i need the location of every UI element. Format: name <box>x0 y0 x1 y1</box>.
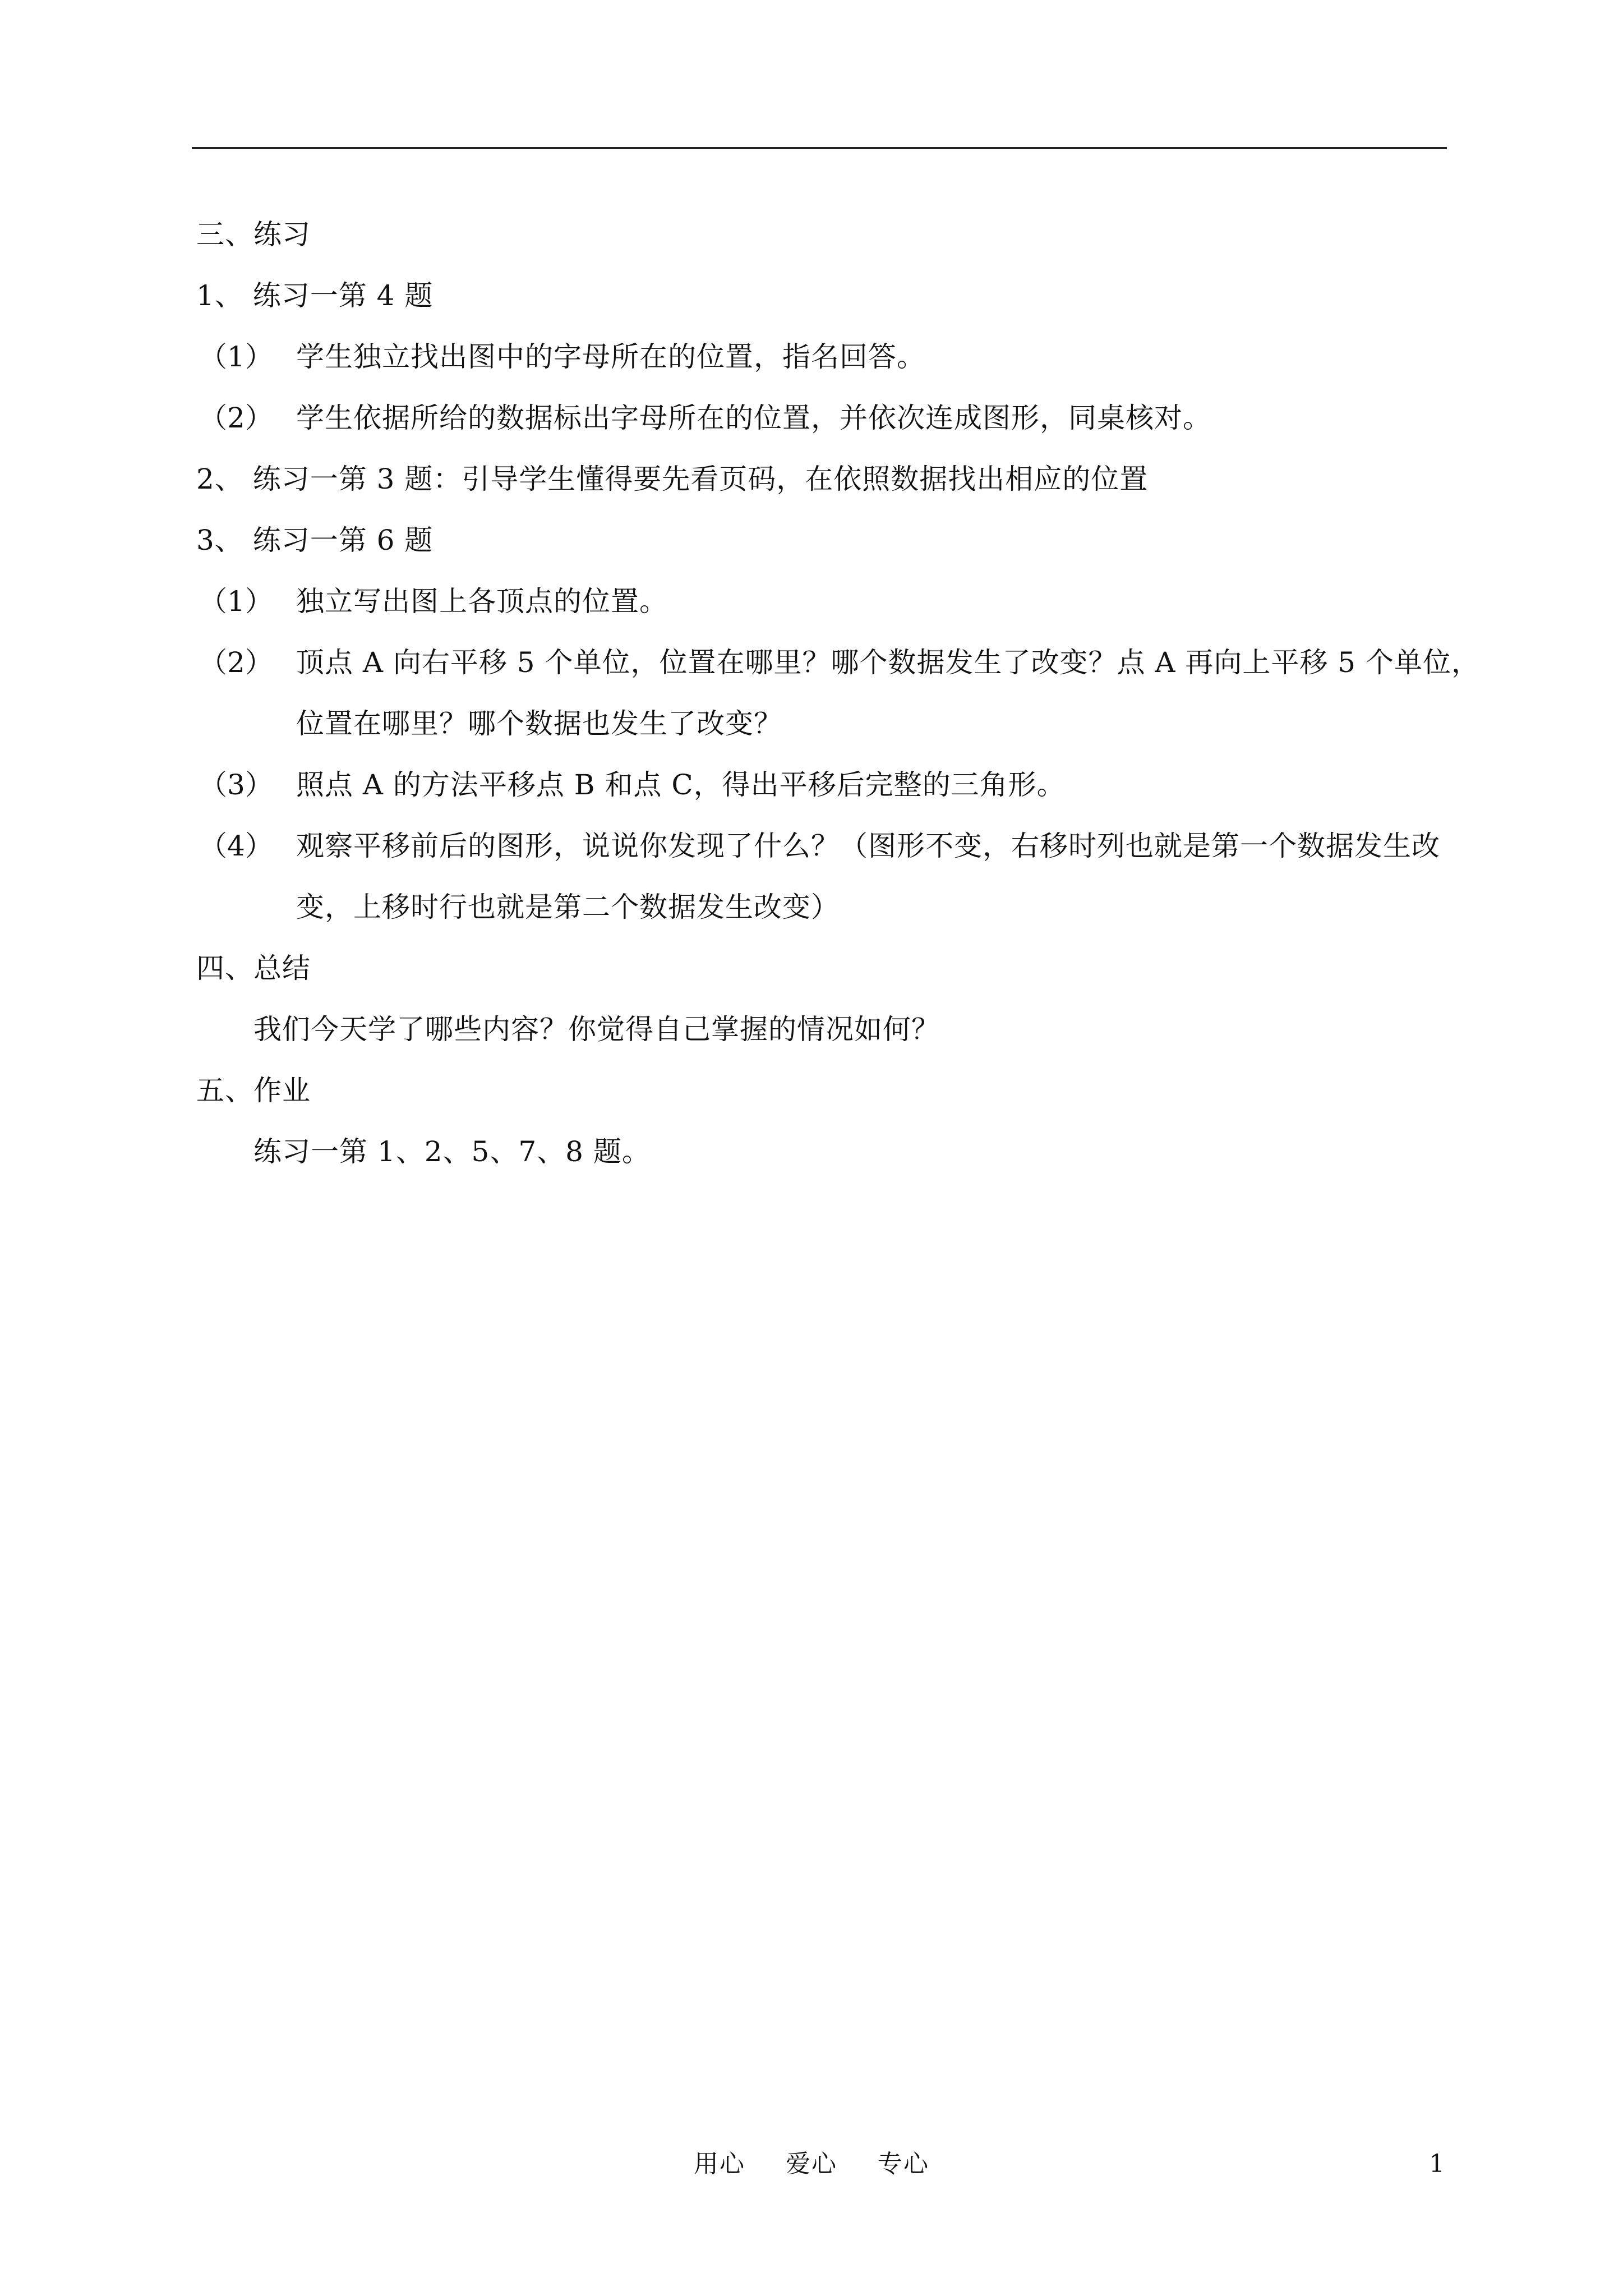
practice-heading: 三、练习 <box>196 218 311 251</box>
practice-item-1-sub-1-number: （1） <box>199 341 273 373</box>
practice-item-3-sub-4-text-continued: 变，上移时行也就是第二个数据发生改变） <box>296 891 840 923</box>
practice-item-2-title: 2、 练习一第 3 题：引导学生懂得要先看页码，在依照数据找出相应的位置 <box>196 463 1149 495</box>
practice-item-1-sub-2-number: （2） <box>199 402 273 434</box>
practice-item-1-title: 1、 练习一第 4 题 <box>196 279 434 312</box>
practice-item-1-sub-2-text: 学生依据所给的数据标出字母所在的位置，并依次连成图形，同桌核对。 <box>296 402 1211 434</box>
practice-item-3-sub-2-text-continued: 位置在哪里？哪个数据也发生了改变？ <box>296 707 782 740</box>
practice-item-3-sub-1-number: （1） <box>199 585 273 618</box>
header-rule <box>192 147 1447 149</box>
practice-item-3-title: 3、 练习一第 6 题 <box>196 524 434 556</box>
practice-item-3-sub-3-number: （3） <box>199 769 273 801</box>
homework-text: 练习一第 1、2、5、7、8 题。 <box>253 1135 651 1168</box>
practice-item-3-sub-3-text: 照点 A 的方法平移点 B 和点 C，得出平移后完整的三角形。 <box>296 769 1066 801</box>
homework-heading: 五、作业 <box>196 1074 311 1107</box>
practice-item-3-sub-2-text: 顶点 A 向右平移 5 个单位，位置在哪里？哪个数据发生了改变？点 A 再向上平移 5 个单位， <box>296 646 1480 679</box>
practice-item-3-sub-4-text: 观察平移前后的图形，说说你发现了什么？（图形不变，右移时列也就是第一个数据发生改 <box>296 830 1440 862</box>
footer-slogans <box>0 2148 1623 2180</box>
footer-slogan-1: 用心 <box>694 2150 745 2178</box>
summary-heading: 四、总结 <box>196 952 311 984</box>
summary-text: 我们今天学了哪些内容？你觉得自己掌握的情况如何？ <box>253 1013 940 1046</box>
footer-slogan-3: 专心 <box>878 2150 929 2178</box>
footer-slogan-2: 爱心 <box>786 2150 837 2178</box>
practice-item-1-sub-1-text: 学生独立找出图中的字母所在的位置，指名回答。 <box>296 341 925 373</box>
practice-item-3-sub-2-number: （2） <box>199 646 273 679</box>
practice-item-3-sub-1-text: 独立写出图上各顶点的位置。 <box>296 585 668 618</box>
page-number: 1 <box>1429 2150 1445 2178</box>
practice-item-3-sub-4-number: （4） <box>199 830 273 862</box>
